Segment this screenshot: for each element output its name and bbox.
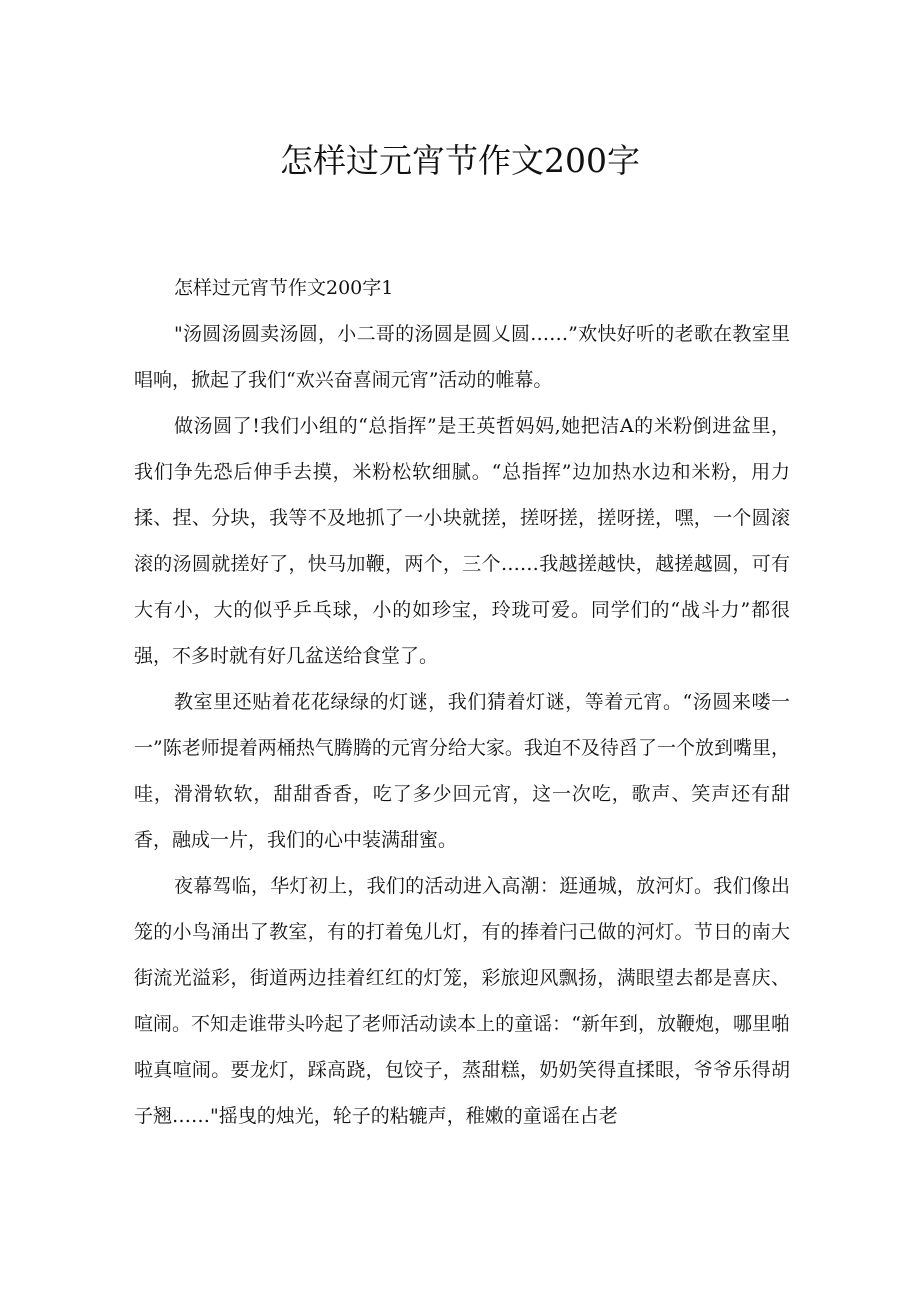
- paragraph: 教室里还贴着花花绿绿的灯谜，我们猜着灯谜，等着元宵。“汤圆来喽一一”陈老师提着两桶热气腾腾的元宵分给大家。我迫不及待舀了一个放到嘴里，哇，滑滑软软，甜甜香香，吃了多少回元宵，这一次吃，歌声、笑声还有甜香，融成一片，我们的心中装满甜蜜。: [134, 691, 790, 851]
- document-body: [134, 265, 790, 1139]
- section-heading: 怎样过元宵节作文200字1: [174, 277, 394, 299]
- paragraph: "汤圆汤圆卖汤圆，小二哥的汤圆是圆乂圆……”欢快好听的老歌在教室里唱响，掀起了我们“欢兴奋喜闹元宵”活动的帷幕。: [134, 323, 790, 391]
- paragraph: 做汤圆了!我们小组的“总指挥”是王英哲妈妈,她把洁A的米粉倒进盆里，我们争先恐后伸手去摸，米粉松软细腻。“总指挥”边加热水边和米粉，用力揉、捏、分块，我等不及地抓了一小块就搓，搓呀搓，搓呀搓，嘿，一个圆滚滚的汤圆就搓好了，快马加鞭，两个，三个……我越搓越快，越搓越圆，可有大有小，大的似乎乒乓球，小的如珍宝，玲珑可爱。同学们的“战斗力”都很强，不多时就有好几盆送给食堂了。: [134, 415, 790, 667]
- paragraph: 夜幕驾临，华灯初上，我们的活动进入高潮：逛通城，放河灯。我们像出笼的小鸟涌出了教室，有的打着兔儿灯，有的捧着闩己做的河灯。节日的南大街流光溢彩，街道两边挂着红红的灯笼，彩旅迎风飘扬，满眼望去都是喜庆、喧闹。不知走谁带头吟起了老师活动读本上的童谣：“新年到，放鞭炮，哪里啪啦真喧闹。要龙灯，踩高跷，包饺子，蒸甜糕，奶奶笑得直揉眼，爷爷乐得胡子翘……"摇曳的烛光，轮子的粘辘声，稚嫩的童谣在占老: [134, 875, 790, 1127]
- document-title: 怎样过元宵节作文200字: [280, 141, 640, 180]
